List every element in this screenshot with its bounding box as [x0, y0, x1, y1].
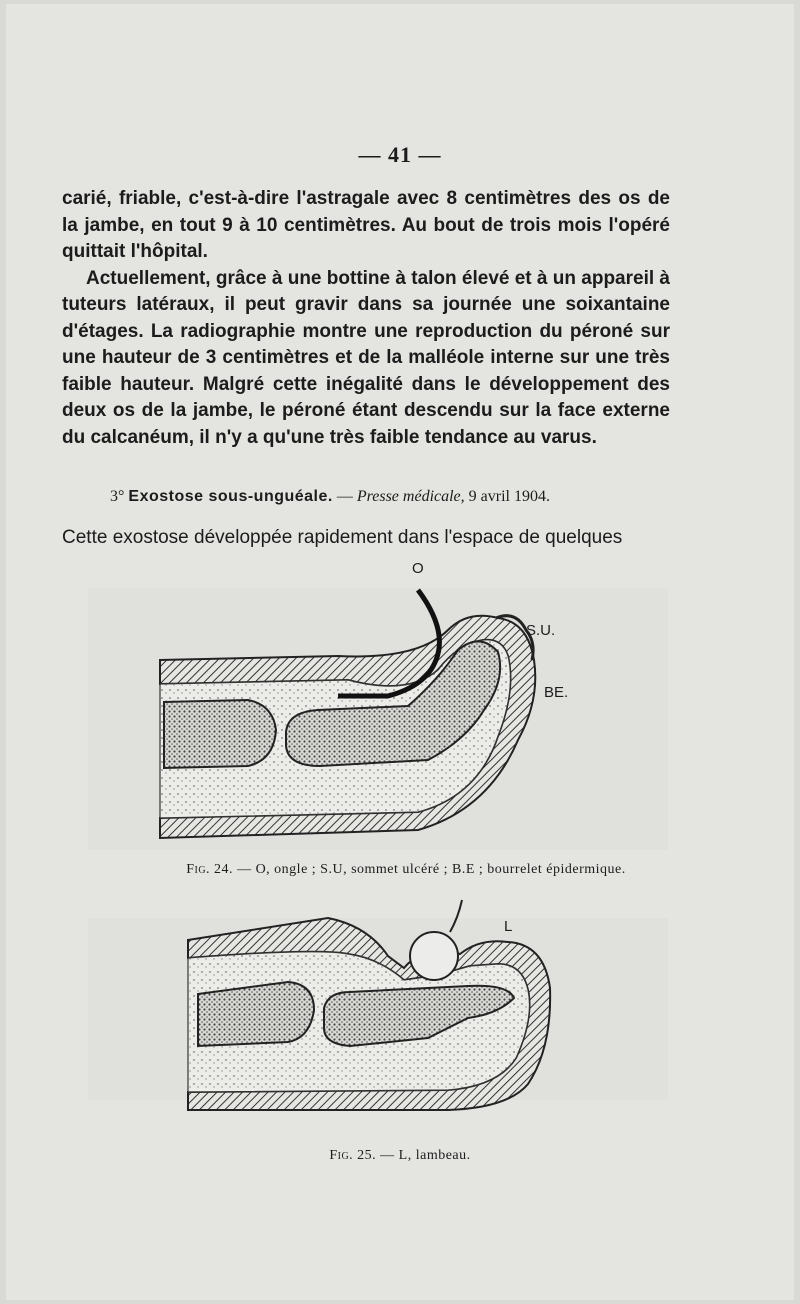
figure-25-drawing	[88, 898, 668, 1118]
reference-dash: —	[336, 488, 353, 505]
page-number: — 41 —	[358, 142, 442, 167]
continuation-line: Cette exostose développée rapidement dans l'espace de quelques	[62, 527, 623, 548]
figure-25-caption-prefix: Fig. 25.	[329, 1148, 377, 1163]
figure-24-caption-text: — O, ongle ; S.U, sommet ulcéré ; B.E ; bourrelet épidermique.	[237, 862, 626, 877]
figure-24	[88, 560, 668, 850]
reference-number: 3°	[110, 488, 125, 505]
figure-25-caption	[0, 1148, 800, 1164]
section-reference	[110, 488, 670, 506]
figure-25-caption-text: — L, lambeau.	[380, 1148, 471, 1163]
reference-journal: Presse médicale,	[356, 488, 465, 505]
phalanx-proximal	[164, 700, 276, 768]
figure-25	[88, 898, 668, 1118]
reference-title: Exostose sous-unguéale.	[128, 488, 333, 505]
label-o: O	[412, 560, 424, 577]
phalanx-proximal-25	[198, 982, 314, 1046]
reference-date: 9 avril 1904.	[468, 488, 550, 505]
paragraph-1: carié, friable, c'est-à-dire l'astragale avec 8 centimètres des os de la jambe, en tout 9 à 10 centimètres. Au bout de trois mois l'opéré quittait l'hôpital.	[62, 188, 670, 262]
paragraph-2: Actuellement, grâce à une bottine à talon élevé et à un appareil à tuteurs latéraux, il peut gravir dans sa journée une soixantaine d'étages. La radiographie montre une reproduction du péroné sur une hauteur de 3 centimètres et de la malléole interne sur une très faible hauteur. Malgré cette inégalité dans le développement des deux os de la jambe, le péroné étant descendu sur la face externe du calcanéum, il n'y a qu'une très faible tendance au varus.	[62, 267, 670, 448]
main-text	[62, 186, 670, 451]
label-be: BE.	[544, 684, 569, 701]
figure-24-caption-prefix: Fig. 24.	[186, 862, 234, 877]
flap	[410, 932, 458, 980]
figure-24-drawing	[88, 560, 668, 850]
label-su: S.U.	[526, 622, 556, 639]
figure-24-caption	[0, 862, 800, 878]
label-l: L	[504, 918, 513, 935]
